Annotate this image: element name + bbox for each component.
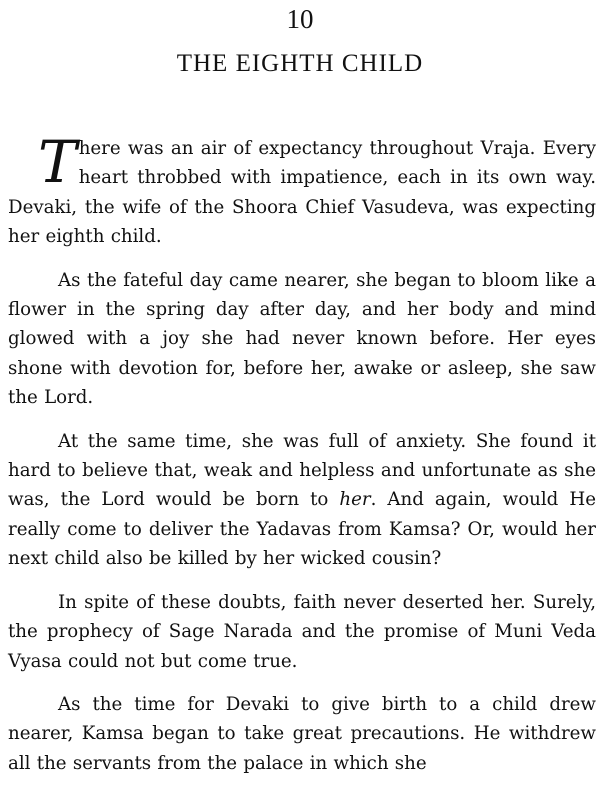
paragraph-5 <box>8 690 596 778</box>
paragraph-3-emphasis: her <box>339 489 371 511</box>
paragraph-2-text: As the fateful day came nearer, she began to bloom like a flower in the spring day after day, and her body and mind glowed with a joy she had never known before. Her eyes shone with devotion for, before her, awake or asleep, she saw the Lord. <box>8 269 596 409</box>
paragraph-1 <box>8 128 596 252</box>
chapter-title: THE EIGHTH CHILD <box>176 50 424 77</box>
chapter-number: 10 <box>286 4 314 34</box>
paragraph-3-text-before: At the same time, she was full of anxiety. She found it hard to believe that, weak and helpless and unfortunate as she was, the Lord would be born to <box>8 430 596 511</box>
paragraph-1-text: here was an air of expectancy throughout Vraja. Every heart throbbed with impatience, each in its own way. Devaki, the wife of the Shoora Chief Vasudeva, was expecting her eighth child. <box>8 138 596 248</box>
paragraph-2 <box>8 266 596 413</box>
paragraph-3 <box>8 427 596 574</box>
paragraph-4 <box>8 588 596 676</box>
paragraph-5-text: As the time for Devaki to give birth to a child drew nearer, Kamsa began to take great precautions. He withdrew all the servants from the palace in which she <box>8 693 596 774</box>
paragraph-3-text-after: . And again, would He really come to deliver the Yadavas from Kamsa? Or, would her next child also be killed by her wicked cousin? <box>8 489 596 570</box>
chapter-body <box>8 128 596 790</box>
paragraph-4-text: In spite of these doubts, faith never deserted her. Surely, the prophecy of Sage Narada and the promise of Muni Veda Vyasa could not but come true. <box>8 591 596 672</box>
drop-cap: T <box>38 128 77 196</box>
